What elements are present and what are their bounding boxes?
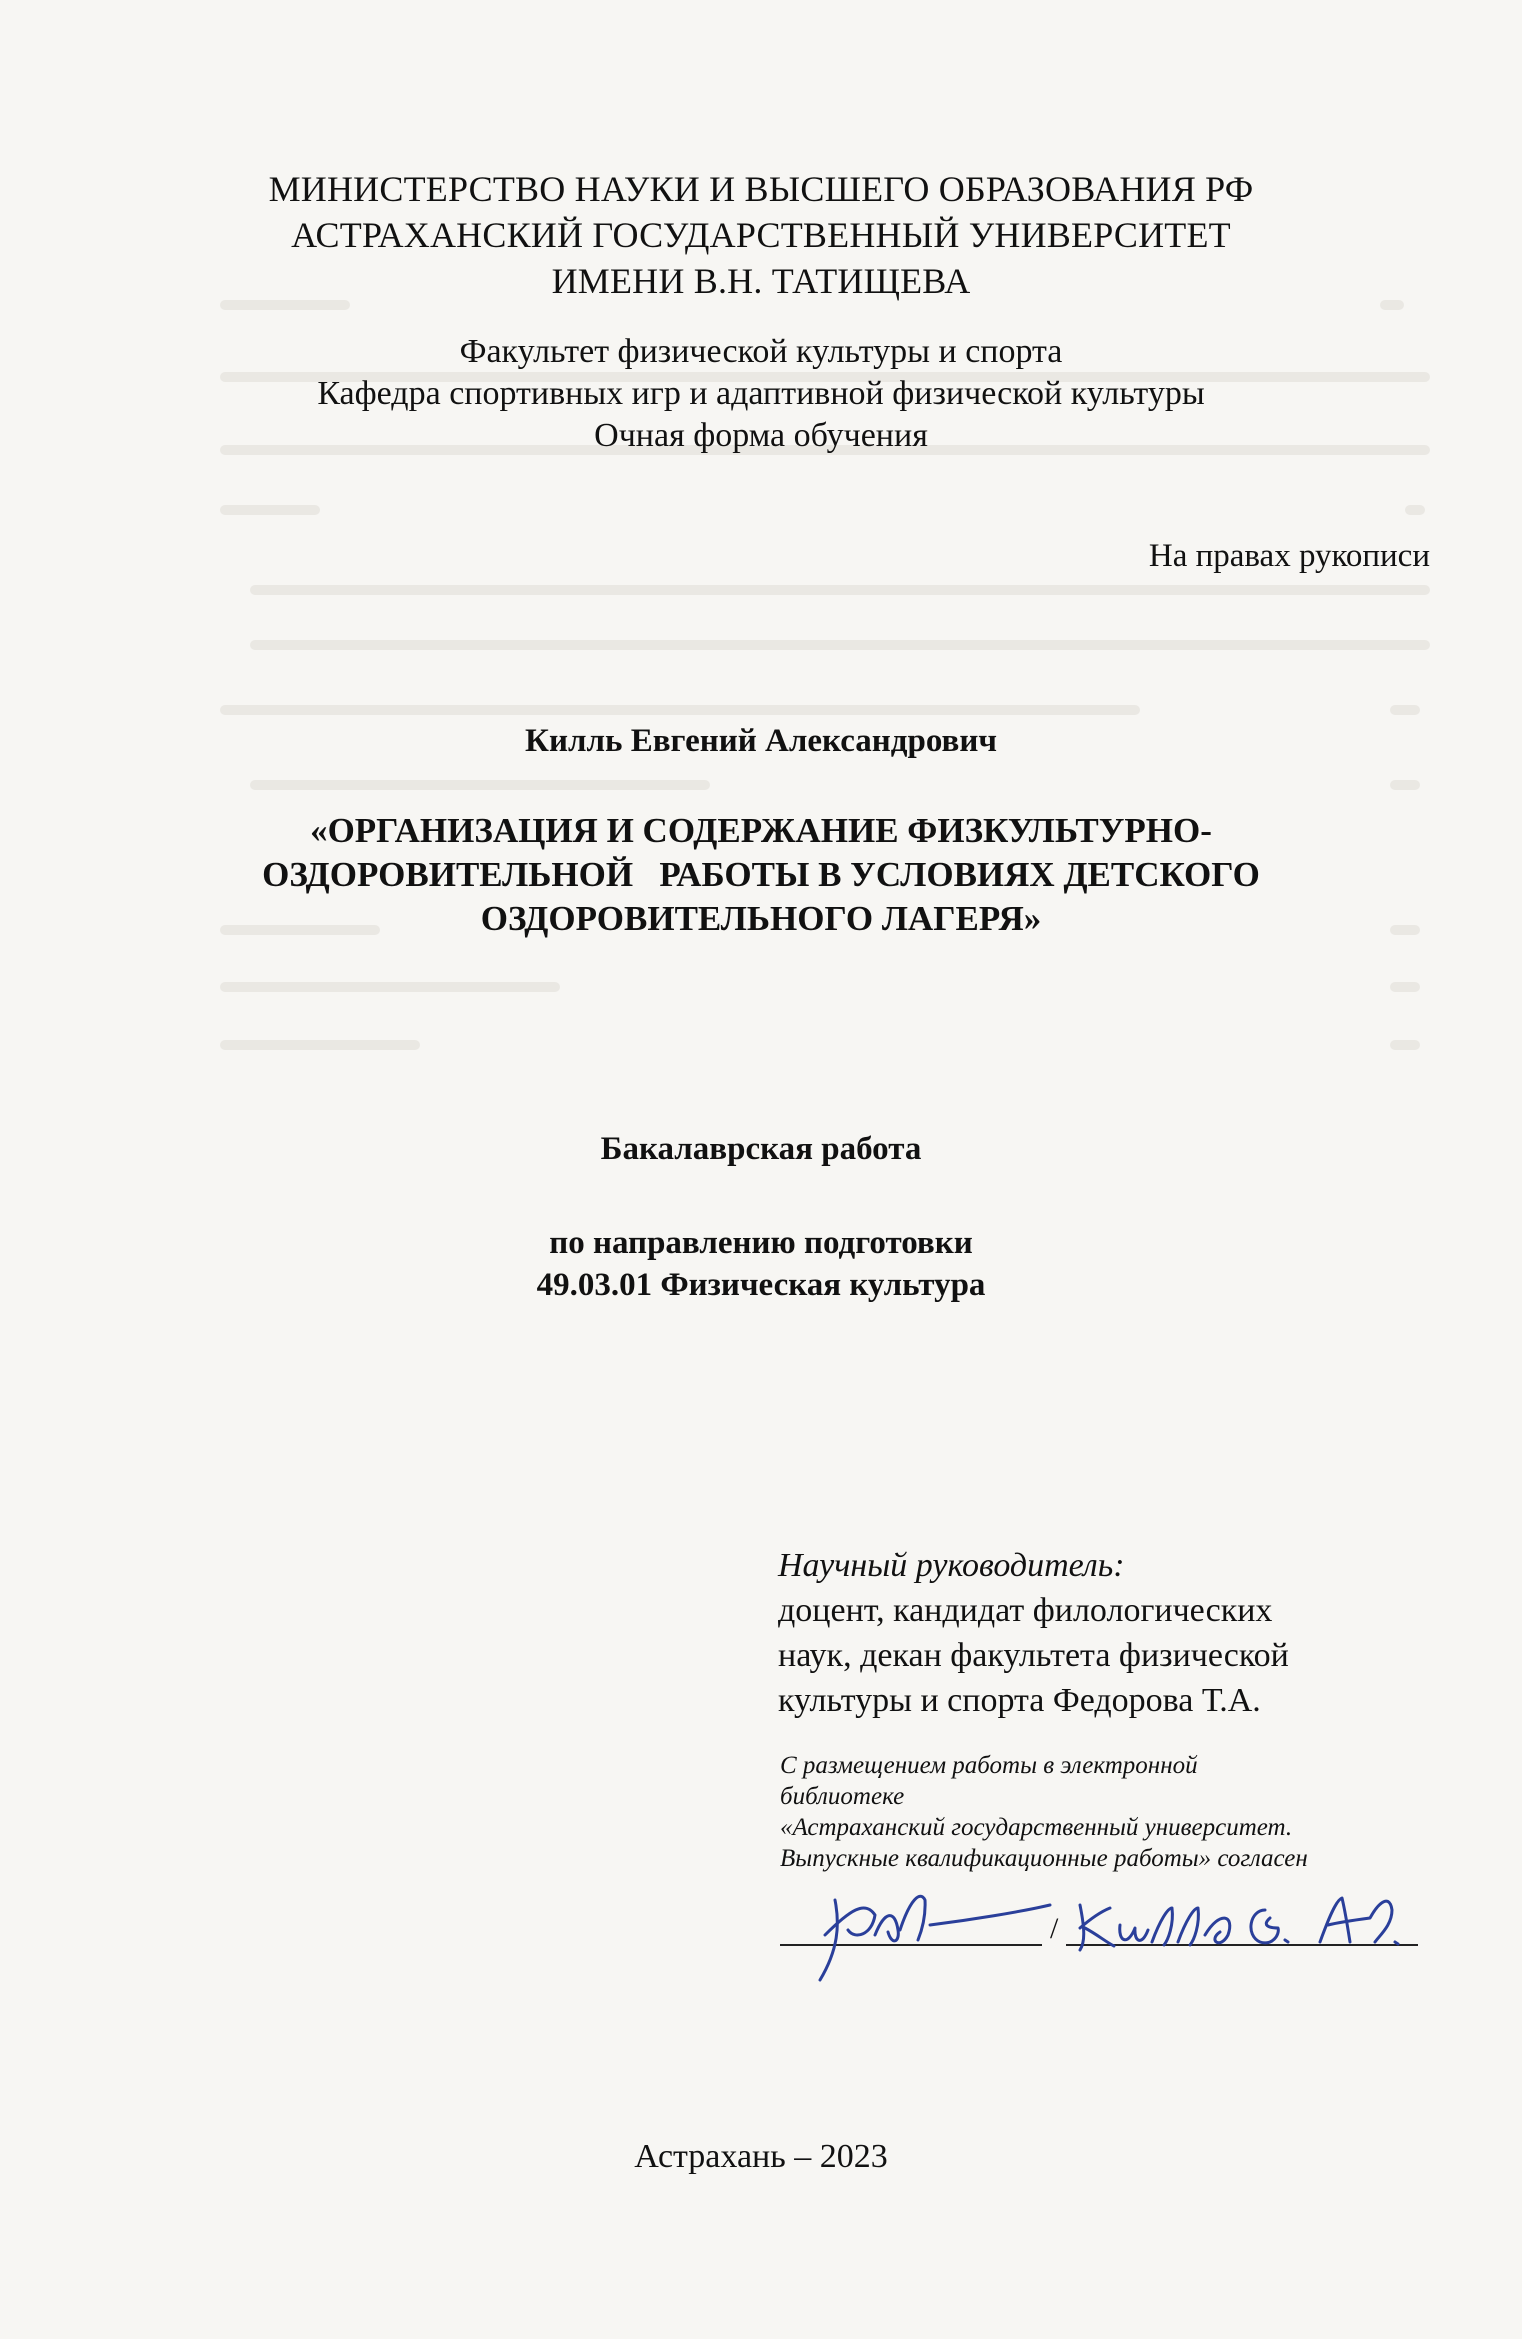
department-line: Кафедра спортивных игр и адаптивной физической культуры: [317, 375, 1205, 412]
supervisor-line-2: наук, декан факультета физической: [778, 1637, 1289, 1674]
permission-line-1: С размещением работы в электронной: [780, 1752, 1198, 1779]
permission-block: [780, 1750, 1460, 1874]
city-year: Астрахань – 2023: [634, 2138, 888, 2175]
permission-line-4: Выпускные квалификационные работы» согласен: [780, 1845, 1308, 1872]
handwritten-signature: [780, 1880, 1440, 1990]
permission-line-3: «Астраханский государственный университет.: [780, 1814, 1293, 1841]
study-form-line: Очная форма обучения: [594, 417, 928, 454]
faculty-line: Факультет физической культуры и спорта: [459, 333, 1063, 370]
thesis-title-line-1: «ОРГАНИЗАЦИЯ И СОДЕРЖАНИЕ ФИЗКУЛЬТУРНО-: [310, 811, 1212, 850]
work-type: Бакалаврская работа: [600, 1131, 922, 1167]
signature-separator: /: [1050, 1912, 1059, 1945]
direction-line-1: по направлению подготовки: [549, 1225, 973, 1261]
author-name: Килль Евгений Александрович: [525, 723, 997, 759]
university-line: АСТРАХАНСКИЙ ГОСУДАРСТВЕННЫЙ УНИВЕРСИТЕТ: [291, 215, 1231, 255]
supervisor-line-1: доцент, кандидат филологических: [778, 1592, 1273, 1629]
supervisor-line-3: культуры и спорта Федорова Т.А.: [778, 1682, 1261, 1719]
thesis-title-line-3: ОЗДОРОВИТЕЛЬНОГО ЛАГЕРЯ»: [480, 899, 1042, 938]
ministry-line: МИНИСТЕРСТВО НАУКИ И ВЫСШЕГО ОБРАЗОВАНИЯ РФ: [268, 169, 1254, 209]
direction-line-2: 49.03.01 Физическая культура: [536, 1267, 986, 1303]
thesis-title-line-2: ОЗДОРОВИТЕЛЬНОЙ РАБОТЫ В УСЛОВИЯХ ДЕТСКОГО: [262, 855, 1260, 894]
permission-line-2: библиотеке: [780, 1783, 905, 1810]
manuscript-note: На правах рукописи: [1148, 538, 1430, 574]
supervisor-block: [778, 1543, 1438, 1723]
supervisor-label: Научный руководитель:: [778, 1547, 1125, 1584]
university-name-line: ИМЕНИ В.Н. ТАТИЩЕВА: [551, 261, 971, 301]
